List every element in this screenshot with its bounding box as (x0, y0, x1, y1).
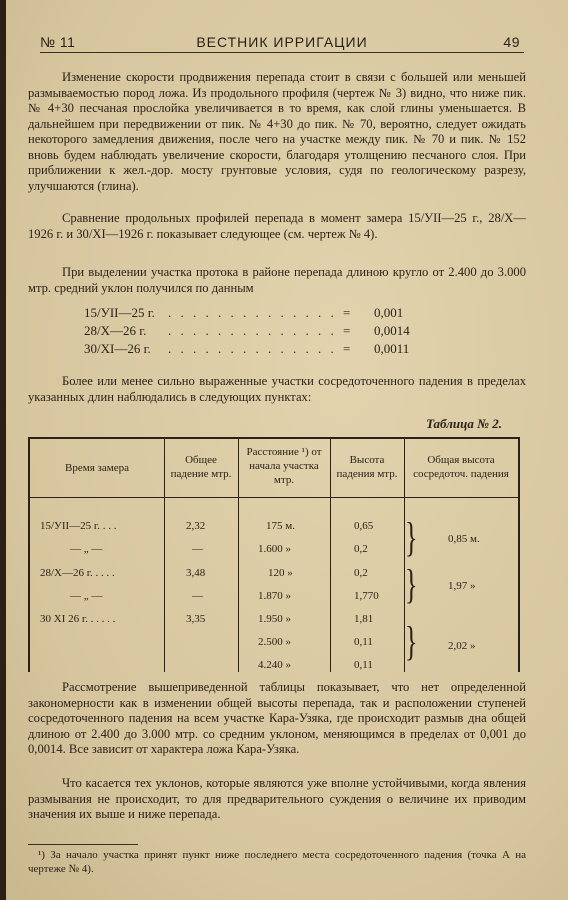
cell-fall: 2,32 (186, 520, 206, 532)
footnote: ¹) За начало участка принят пункт ниже последнего места сосредоточенного падения (точка А на чертеже № 4). (28, 849, 526, 875)
group-brace: } (405, 618, 418, 665)
group-total-height: 0,85 м. (448, 533, 480, 545)
cell-distance: 175 м. (266, 520, 295, 532)
paragraph-speed-change: Изменение скорости продвижения перепада стоит в связи с большей или меньшей размываемостью пород ложа. Из продольного профиля (чертеж № 3) видно, что ниже пик. № 4+30 песчаная прослойка увеличивается в то время, как слой глины уменьшается. В дальнейшем при передвижении от пик. № 4+30 до пик. № 70, вероятно, следует ожидать некоторого замедления движения, после чего на участке между пик. № 70 и пик. № 152 вновь будем наблюдать увеличение скорости, благодаря утолщению песчаного слоя. При приближении к жел.-дор. мосту грунтовые условия, судя по геологическому разрезу, улучшаются (глина). (28, 70, 526, 193)
cell-time: 28/X—26 г. . . . . (40, 567, 115, 579)
cell-distance: 120 » (268, 567, 293, 579)
cell-height: 0,65 (354, 520, 374, 532)
table-divider (330, 439, 331, 672)
cell-distance: 1.870 » (258, 590, 291, 602)
formula-value: 0,0014 (374, 323, 410, 338)
paragraph-stable-slopes: Что касается тех уклонов, которые являются уже вполне устойчивыми, когда явления размывания не происходит, то для предварительного суждения о величине их приводим значения их выше и ниже перепада. (28, 776, 526, 821)
formula-row (84, 322, 410, 340)
cell-fall: 3,35 (186, 613, 206, 625)
group-total-height: 1,97 » (448, 580, 476, 592)
group-total-height: 2,02 » (448, 640, 476, 652)
header-distance: Расстояние ¹) от начала участка мтр. (246, 446, 322, 486)
table-header-rule (30, 497, 518, 498)
journal-title: ВЕСТНИК ИРРИГАЦИИ (196, 34, 368, 50)
table-divider (238, 439, 239, 672)
cell-height: 1,81 (354, 613, 374, 625)
cell-distance: 1.600 » (258, 543, 291, 555)
cell-distance: 4.240 » (258, 659, 291, 671)
cell-fall: 3,48 (186, 567, 206, 579)
formula-value: 0,0011 (374, 341, 410, 356)
data-table (28, 437, 520, 672)
cell-time: — „ — (70, 590, 103, 602)
cell-height: 0,2 (354, 567, 368, 579)
cell-time: 30 XI 26 г. . . . . . (40, 613, 116, 625)
header-total-fall: Общее падение мтр. (170, 454, 232, 480)
formula-dots: . . . . . . . . . . . . . . = (168, 305, 354, 320)
footnote-rule (28, 844, 138, 845)
formula-row (84, 304, 410, 322)
paragraph-profile-comparison: Сравнение продольных профилей перепада в момент замера 15/УII—25 г., 28/X—1926 г. и 30/XI—1926 г. показывает следующее (см. чертеж № 4). (28, 211, 526, 241)
journal-page (6, 0, 568, 900)
header-total-height: Общая высота сосредоточ. падения (413, 454, 509, 480)
slope-formula (84, 304, 410, 358)
cell-height: 0,11 (354, 659, 373, 671)
cell-time: 15/УII—25 г. . . . (40, 520, 117, 532)
group-brace: } (405, 561, 418, 608)
formula-row (84, 340, 410, 358)
formula-dots: . . . . . . . . . . . . . . = (168, 323, 354, 338)
table-title: Таблица № 2. (426, 416, 502, 431)
cell-height: 0,11 (354, 636, 373, 648)
paragraph-concentrated-fall: Более или менее сильно выраженные участки сосредоточенного падения в пределах указанных длин наблюдались в следующих пунктах: (28, 374, 526, 404)
group-brace: } (405, 514, 418, 561)
header-height: Высота падения мтр. (336, 454, 398, 480)
formula-date: 28/X—26 г. (84, 323, 147, 338)
paragraph-slope-intro: При выделении участка протока в районе перепада длиною кругло от 2.400 до 3.000 мтр. средний уклон получился по данным (28, 265, 526, 295)
issue-number: № 11 (40, 34, 76, 50)
page-header (40, 30, 524, 53)
header-time: Время замера (65, 462, 129, 474)
formula-dots: . . . . . . . . . . . . . . = (168, 341, 354, 356)
table-divider (164, 439, 165, 672)
cell-height: 0,2 (354, 543, 368, 555)
cell-distance: 2.500 » (258, 636, 291, 648)
paragraph-table-analysis: Рассмотрение вышеприведенной таблицы показывает, что нет определенной закономерности как в изменении общей высоты перепада, так и расположении ступеней сосредоточенного падения на всем участке Кара-Узяка, где происходит размыв дна общей длиною от 2.400 до 3.000 мтр. со средним уклоном, меняющимся в пределах от 0,001 до 0,0014. Все зависит от характера ложа Кара-Узяка. (28, 680, 526, 756)
formula-value: 0,001 (374, 305, 404, 320)
cell-distance: 1.950 » (258, 613, 291, 625)
cell-fall: — (192, 543, 203, 555)
cell-height: 1,770 (354, 590, 379, 602)
formula-date: 30/XI—26 г. (84, 341, 151, 356)
cell-time: — „ — (70, 543, 103, 555)
cell-fall: — (192, 590, 203, 602)
formula-date: 15/УII—25 г. (84, 305, 155, 320)
page-number: 49 (503, 34, 520, 50)
